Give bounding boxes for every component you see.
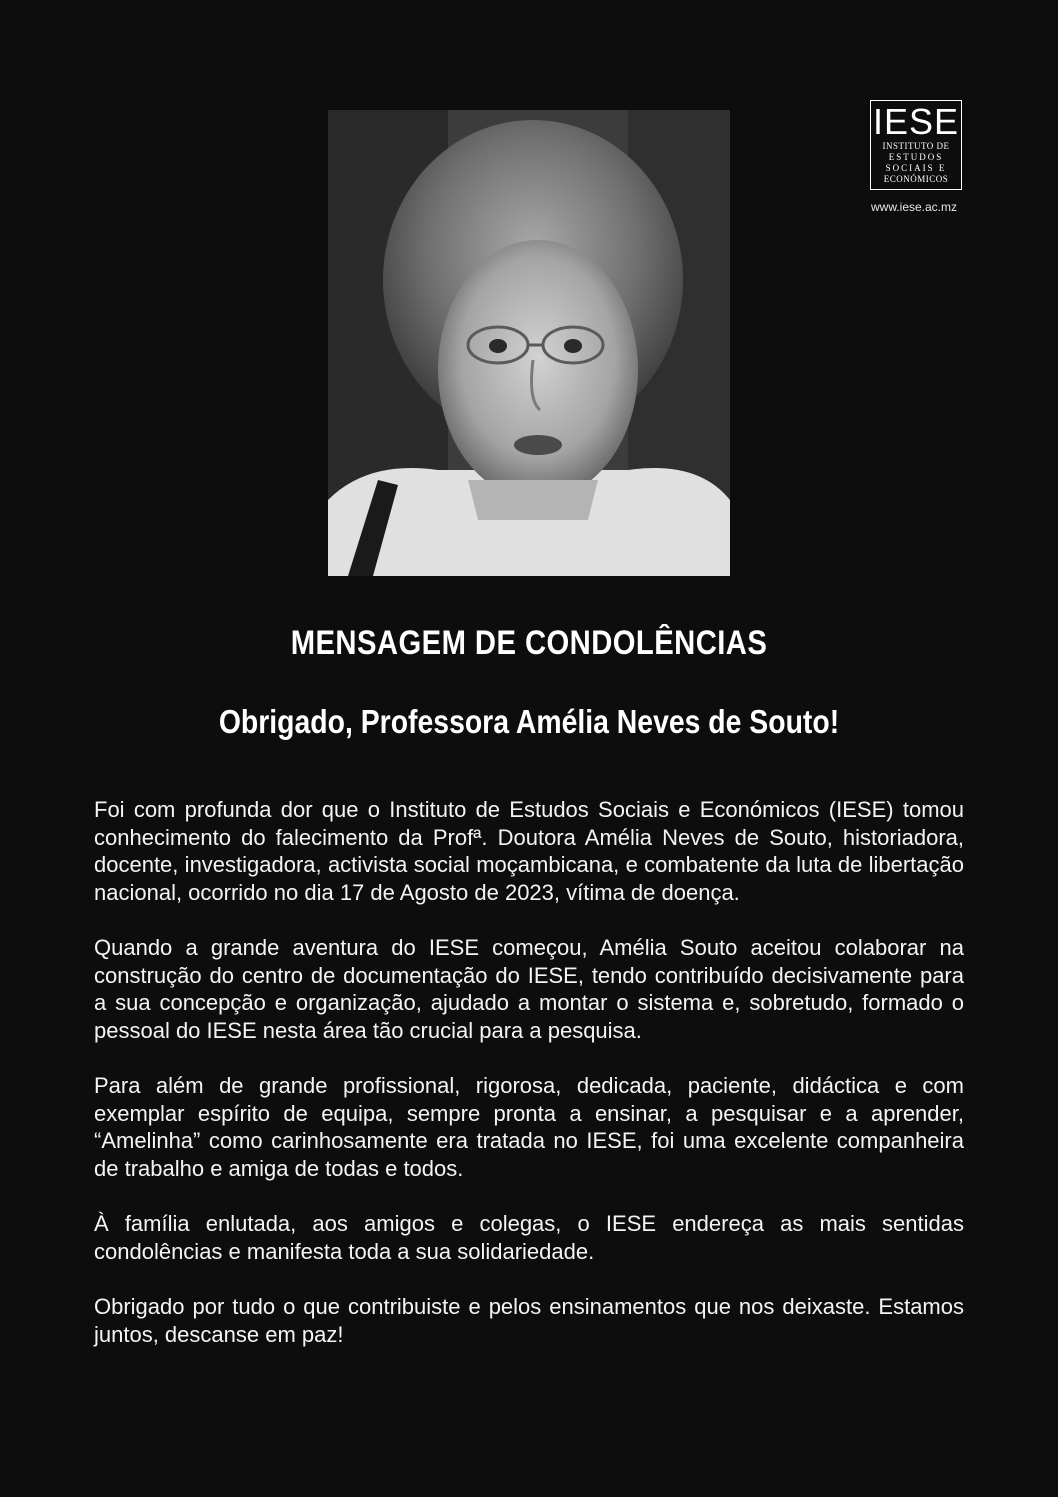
iese-logo bbox=[870, 100, 962, 190]
logo-line-2: ESTUDOS bbox=[888, 152, 944, 162]
portrait-illustration bbox=[328, 110, 730, 576]
page-title: MENSAGEM DE CONDOLÊNCIAS bbox=[290, 624, 768, 662]
paragraph-5: Obrigado por tudo o que contribuiste e pelos ensinamentos que nos deixaste. Estamos juntos, descanse em paz! bbox=[94, 1294, 964, 1347]
paragraph-1: Foi com profunda dor que o Instituto de Estudos Sociais e Económicos (IESE) tomou conhecimento do falecimento da Profª. Doutora Amélia Neves de Souto, historiadora, docente, investigadora, activista social moçambicana, e combatente da luta de libertação nacional, ocorrido no dia 17 de Agosto de 2023, vítima de doença. bbox=[94, 797, 964, 905]
paragraph-4: À família enlutada, aos amigos e colegas, o IESE endereça as mais sentidas condolências e manifesta toda a sua solidariedade. bbox=[94, 1211, 964, 1264]
message-body bbox=[94, 796, 964, 1376]
page-subtitle: Obrigado, Professora Amélia Neves de Souto! bbox=[218, 703, 840, 740]
logo-line-4: ECONÓMICOS bbox=[883, 174, 949, 184]
paragraph-2: Quando a grande aventura do IESE começou, Amélia Souto aceitou colaborar na construção do centro de documentação do IESE, tendo contribuído decisivamente para a sua concepção e organização, ajudado a montar o sistema e, sobretudo, formado o pessoal do IESE nesta área tão crucial para a pesquisa. bbox=[94, 935, 964, 1043]
logo-line-3: SOCIAIS E bbox=[885, 163, 947, 173]
website-url: www.iese.ac.mz bbox=[870, 200, 958, 214]
portrait-photo bbox=[328, 110, 730, 576]
logo-wordmark: IESE bbox=[872, 101, 960, 142]
logo-line-1: INSTITUTO DE bbox=[882, 141, 950, 151]
paragraph-3: Para além de grande profissional, rigorosa, dedicada, paciente, didáctica e com exemplar espírito de equipa, sempre pronta a ensinar, a pesquisar e a aprender, “Amelinha” como carinhosamente era tratada no IESE, foi uma excelente companheira de trabalho e amiga de todas e todos. bbox=[94, 1073, 964, 1181]
